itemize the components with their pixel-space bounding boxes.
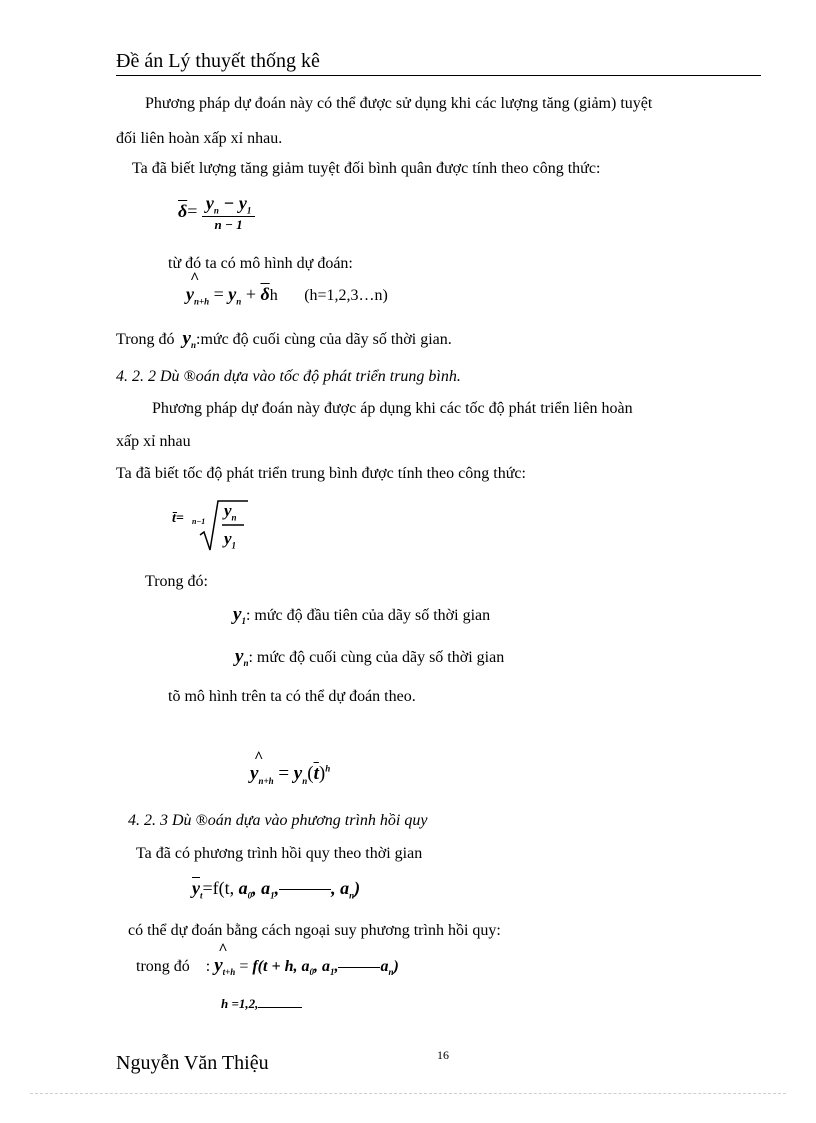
header-rule (116, 75, 761, 76)
formula-average-absolute-change: $\overline{\delta}=$ $\frac{y_n - y_1}{n - 1}$ (178, 193, 255, 233)
paragraph-6: tõ mô hình trên ta có thể dự đoán theo. (168, 688, 416, 705)
formula-prediction-model-1: ^ $y_{n+h} = y_n + \overline{\delta}h$ (h=1,2,3…n) (186, 284, 388, 307)
section-heading-4-2-3: 4. 2. 3 Dù ®oán dựa vào phương trình hồi quy (128, 812, 428, 829)
definition-y1: $y_1$: mức độ đầu tiên của dãy số thời gian (233, 604, 491, 627)
formula-average-growth-rate: t̄= n−1 $y_n$ $y_1$ (170, 495, 250, 560)
paragraph-4-line-2: xấp xỉ nhau (116, 433, 191, 450)
paragraph-1-line-1: Phương pháp dự đoán này có thể được sử dụng khi các lượng tăng (giảm) tuyệt (145, 95, 653, 112)
page-bottom-border (30, 1093, 786, 1094)
formula-regression-equation: $\overline{y}_t=f(t$, $a_0$, $a_1$, , $a_n$) (192, 878, 361, 901)
paragraph-7: Ta đã có phương trình hồi quy theo thời gian (136, 845, 423, 862)
formula-prediction-model-2: ^ $y_{n+h} = y_n(\overline{t})^h$ (250, 763, 330, 786)
paragraph-8: có thể dự đoán bằng cách ngoại suy phương trình hồi quy: (128, 922, 501, 939)
page-number: 16 (437, 1048, 449, 1062)
paragraph-3: từ đó ta có mô hình dự đoán: (168, 255, 353, 272)
section-heading-4-2-2: 4. 2. 2 Dù ®oán dựa vào tốc độ phát triển trung bình. (116, 368, 461, 385)
page-header-title: Đề án Lý thuyết thống kê (116, 50, 320, 72)
footer-author: Nguyễn Văn Thiệu (116, 1052, 269, 1074)
where-label-2: Trong đó: (145, 573, 208, 590)
paragraph-1-line-2: đối liên hoàn xấp xỉ nhau. (116, 130, 283, 147)
formula-h-values: h =1,2, (221, 996, 302, 1012)
paragraph-4-line-1: Phương pháp dự đoán này được áp dụng khi các tốc độ phát triển liên hoàn (152, 400, 633, 417)
paragraph-2: Ta đã biết lượng tăng giảm tuyệt đối bình quân được tính theo công thức: (132, 160, 601, 177)
paragraph-5: Ta đã biết tốc độ phát triển trung bình được tính theo công thức: (116, 465, 526, 482)
definition-yn-line: Trong đó $y_n:mức$ độ cuối cùng của dãy số thời gian. (116, 328, 452, 351)
formula-extrapolation: trong đó : ^ $y_{t+h} = f(t + h$, $a_0$, $a_1$, $a_n$) (136, 955, 399, 977)
definition-yn: $y_n$: mức độ cuối cùng của dãy số thời gian (235, 646, 505, 669)
